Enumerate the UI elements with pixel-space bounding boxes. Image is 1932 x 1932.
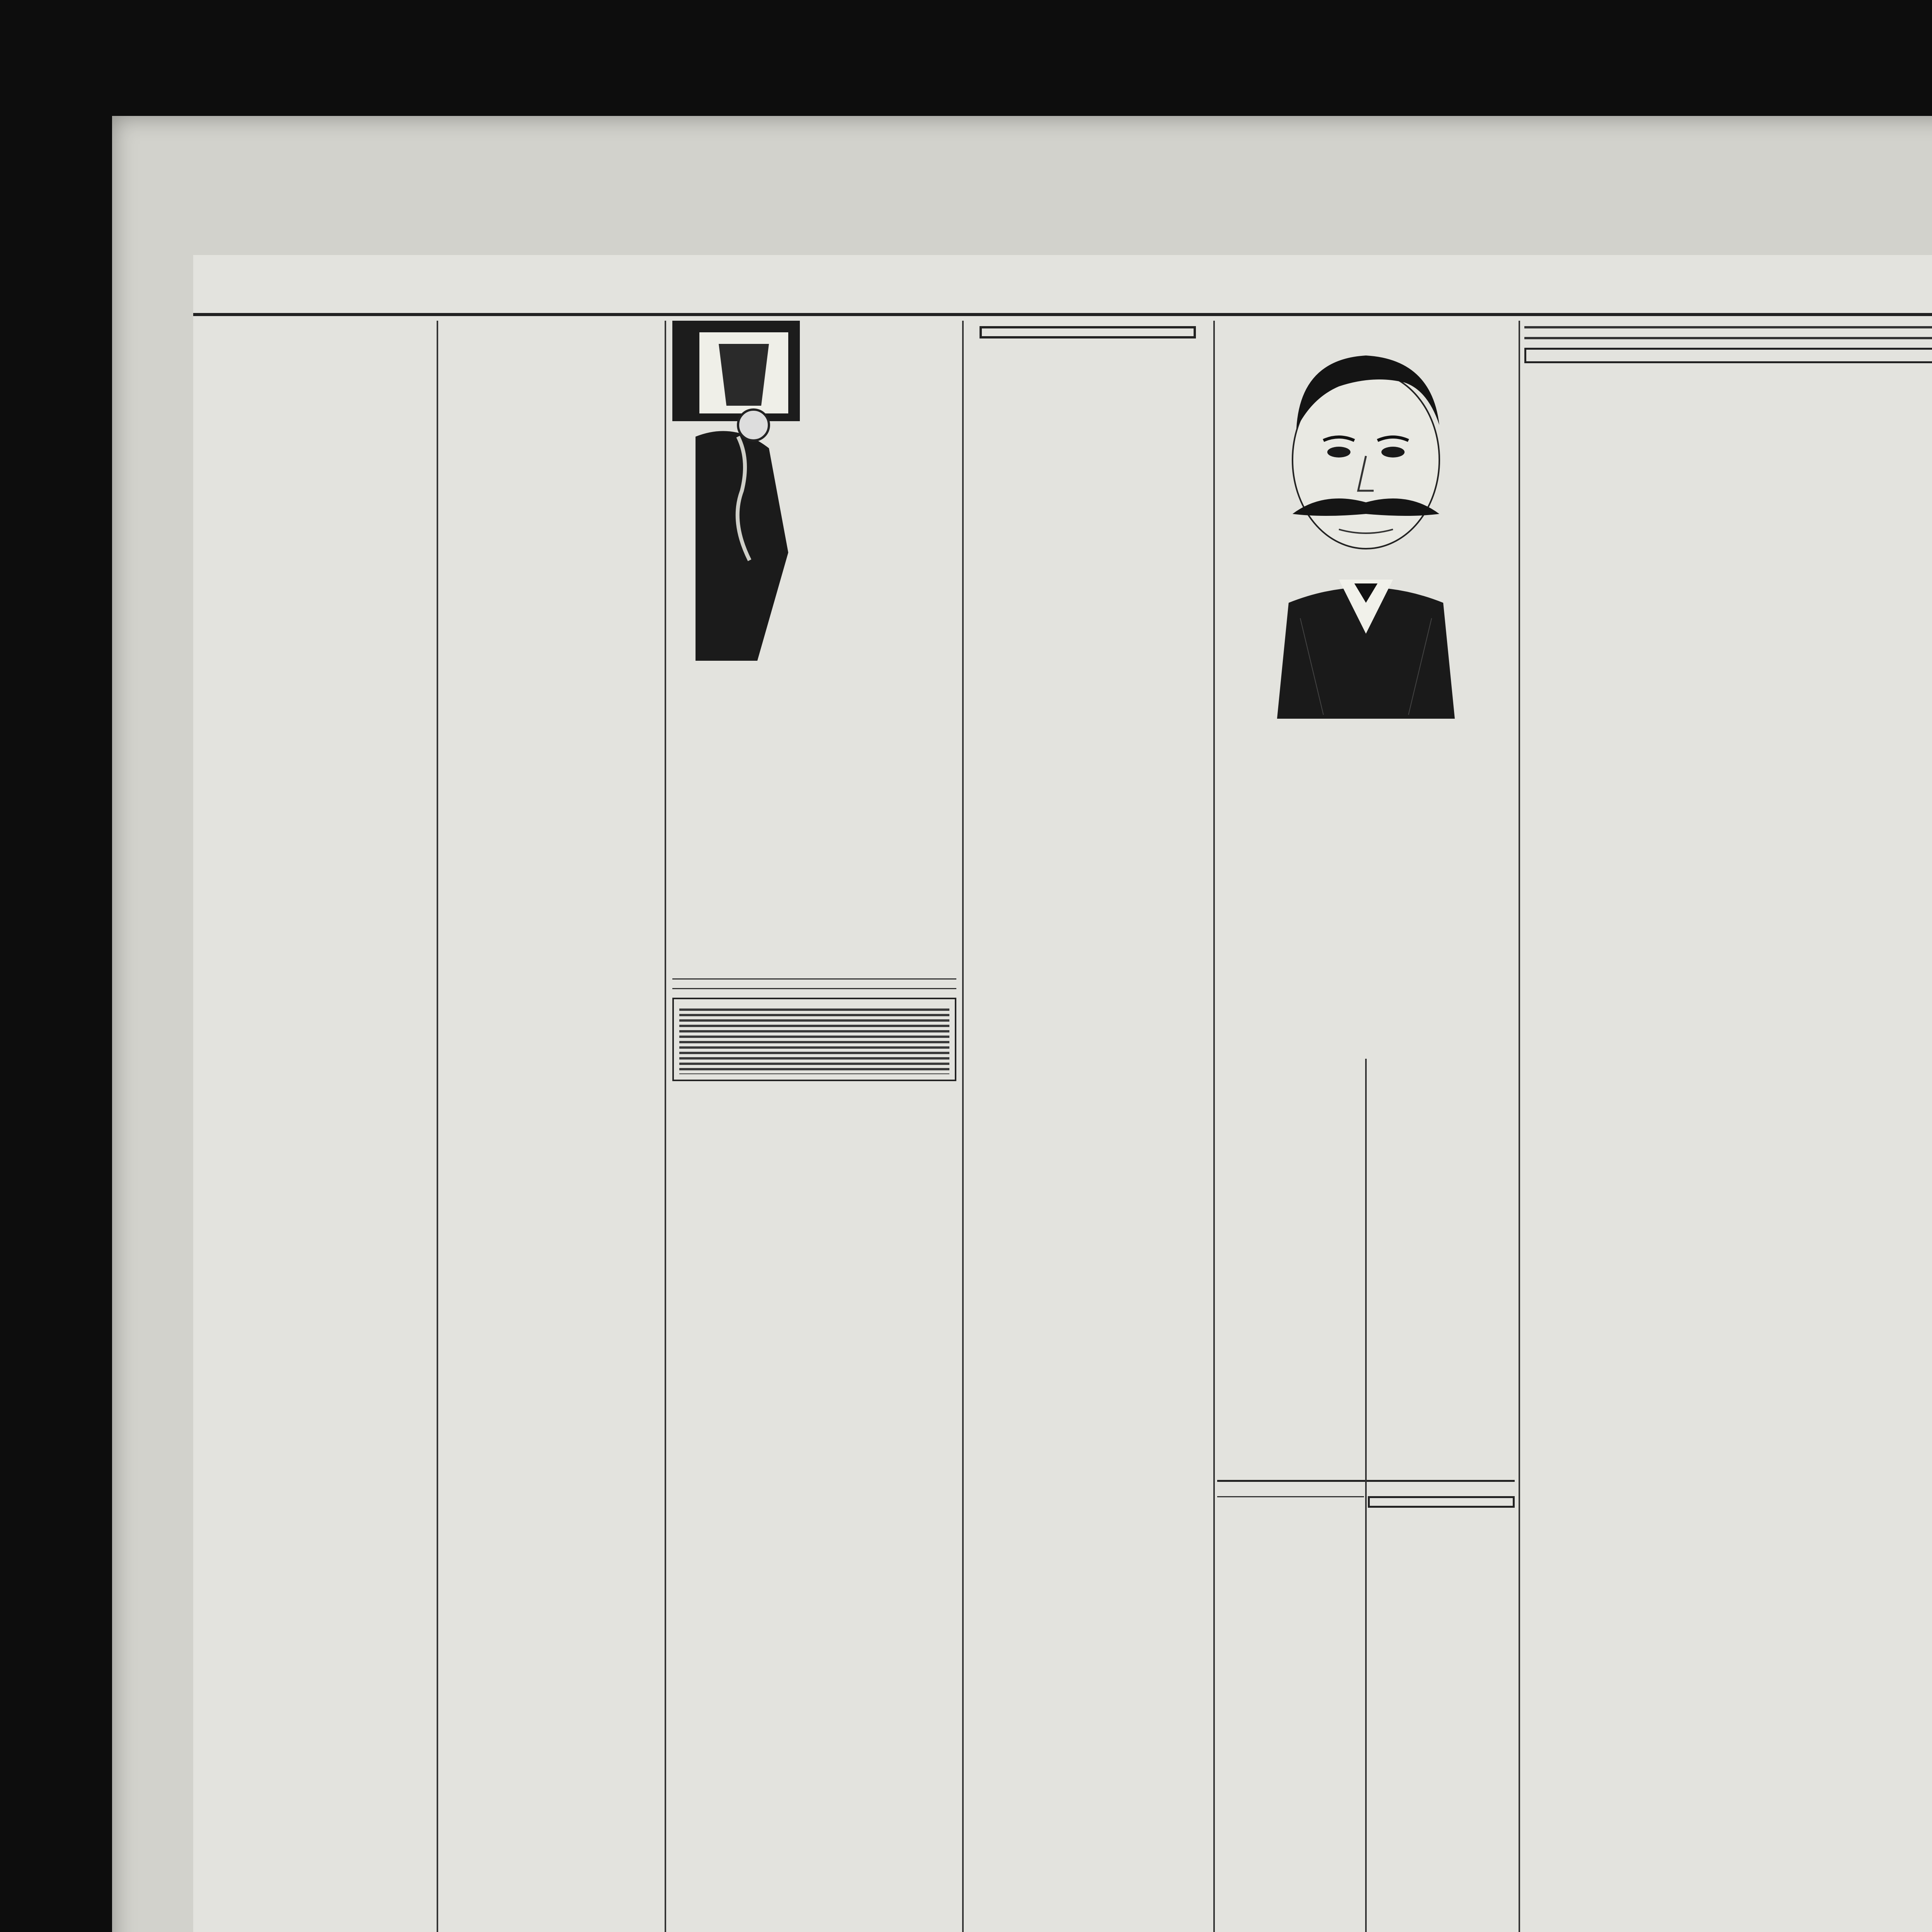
fate-illustration xyxy=(672,321,800,668)
fate-ad xyxy=(672,321,956,842)
doctor-portrait xyxy=(1246,332,1486,719)
cures-weak-men-text-right xyxy=(1368,1059,1515,1476)
column-sunday-services xyxy=(444,321,659,1932)
for-sale-heading xyxy=(1524,337,1932,339)
column-divider xyxy=(1213,321,1215,1932)
column-divider xyxy=(962,321,964,1932)
masthead xyxy=(193,278,1932,309)
column-divider xyxy=(665,321,666,1932)
section-divider xyxy=(672,988,956,989)
column-five-lower xyxy=(1217,1488,1364,1932)
cottonroot-ad xyxy=(672,998,956,1081)
column-six-lower xyxy=(1368,1488,1515,1932)
wanted-heading xyxy=(1524,326,1932,328)
cures-weak-men-ad xyxy=(1217,321,1515,1055)
column-divider xyxy=(1365,1059,1367,1932)
world-of-sport-banner xyxy=(980,326,1196,338)
section-divider xyxy=(1217,1496,1364,1497)
money-to-loan-ad xyxy=(1368,1496,1515,1508)
column-planet-adlets xyxy=(1524,321,1932,1932)
masthead-rule xyxy=(193,313,1932,316)
column-district-dashes xyxy=(209,321,429,1932)
latest-front-ad xyxy=(1524,348,1932,363)
cottonroot-fineprint xyxy=(679,1009,949,1074)
column-divider xyxy=(1519,321,1520,1932)
column-three xyxy=(672,321,956,1932)
column-world-of-sport xyxy=(968,321,1208,1932)
cures-weak-men-text-left xyxy=(1217,1059,1364,1476)
section-divider xyxy=(672,978,956,980)
column-divider xyxy=(437,321,438,1932)
